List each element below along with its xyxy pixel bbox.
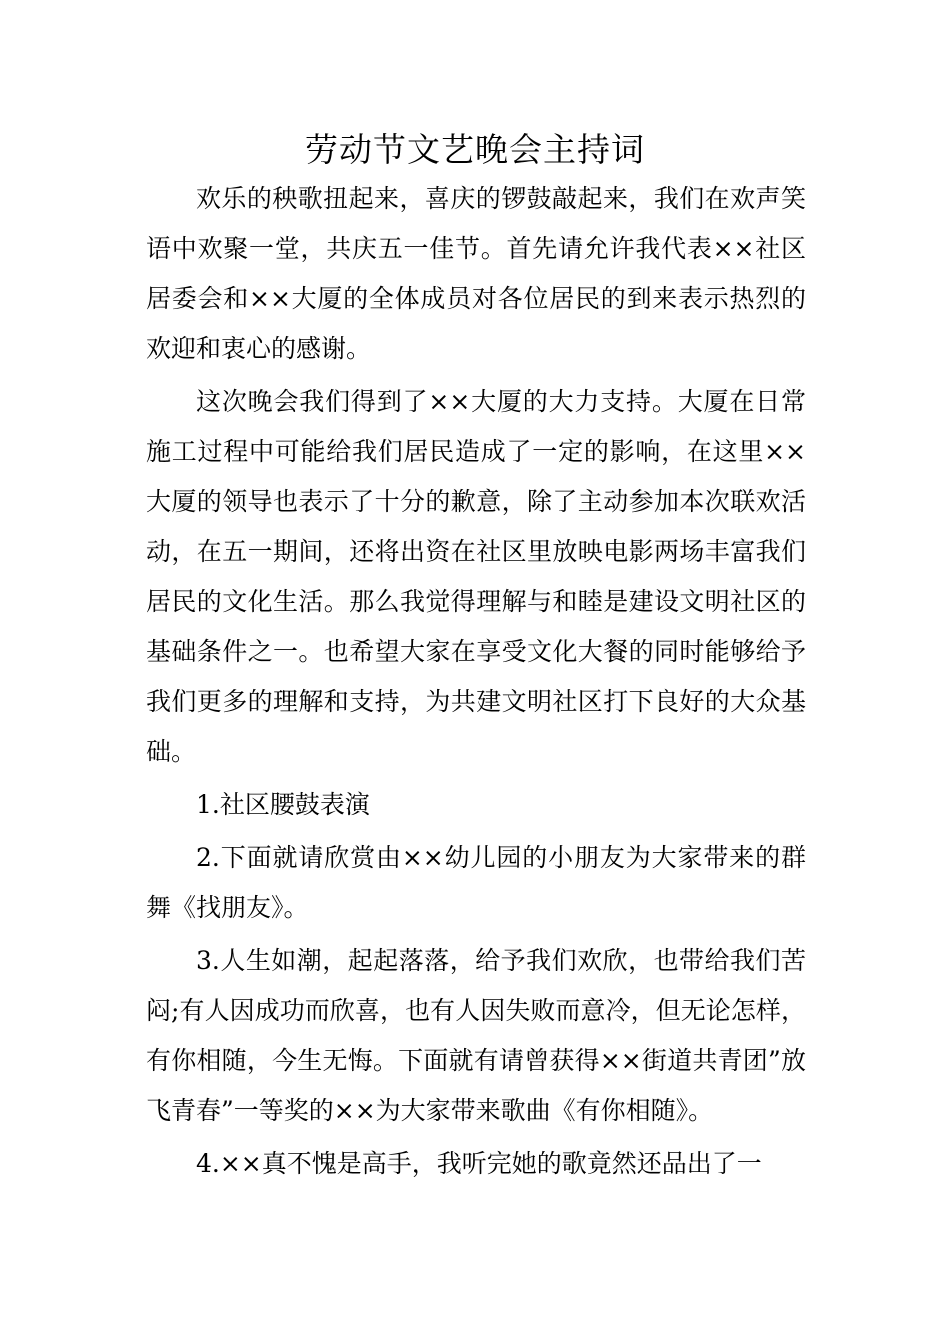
- paragraph-sponsor: 这次晚会我们得到了××大厦的大力支持。大厦在日常施工过程中可能给我们居民造成了一定的影响，在这里××大厦的领导也表示了十分的歉意，除了主动参加本次联欢活动，在五一期间，还将出资在社区里放映电影两场丰富我们居民的文化生活。那么我觉得理解与和睦是建设文明社区的基础条件之一。也希望大家在享受文化大餐的同时能够给予我们更多的理解和支持，为共建文明社区打下良好的大众基础。: [146, 387, 806, 766]
- paragraph-opening: 欢乐的秧歌扭起来，喜庆的锣鼓敲起来，我们在欢声笑语中欢聚一堂，共庆五一佳节。首先请允许我代表××社区居委会和××大厦的全体成员对各位居民的到来表示热烈的欢迎和衷心的感谢。: [146, 184, 806, 363]
- program-item-4: 4.××真不愧是高手，我听完她的歌竟然还品出了一: [196, 1149, 762, 1178]
- document-body: [146, 174, 806, 1189]
- program-item-1: 1.社区腰鼓表演: [196, 790, 370, 819]
- program-item-2: 2.下面就请欣赏由××幼儿园的小朋友为大家带来的群舞《找朋友》。: [146, 843, 806, 922]
- program-item-3: 3.人生如潮，起起落落，给予我们欢欣，也带给我们苦闷;有人因成功而欣喜，也有人因失败而意冷，但无论怎样，有你相随，今生无悔。下面就有请曾获得××街道共青团”放飞青春”一等奖的××为大家带来歌曲《有你相随》。: [146, 946, 806, 1125]
- document-title: 劳动节文艺晚会主持词: [305, 130, 645, 169]
